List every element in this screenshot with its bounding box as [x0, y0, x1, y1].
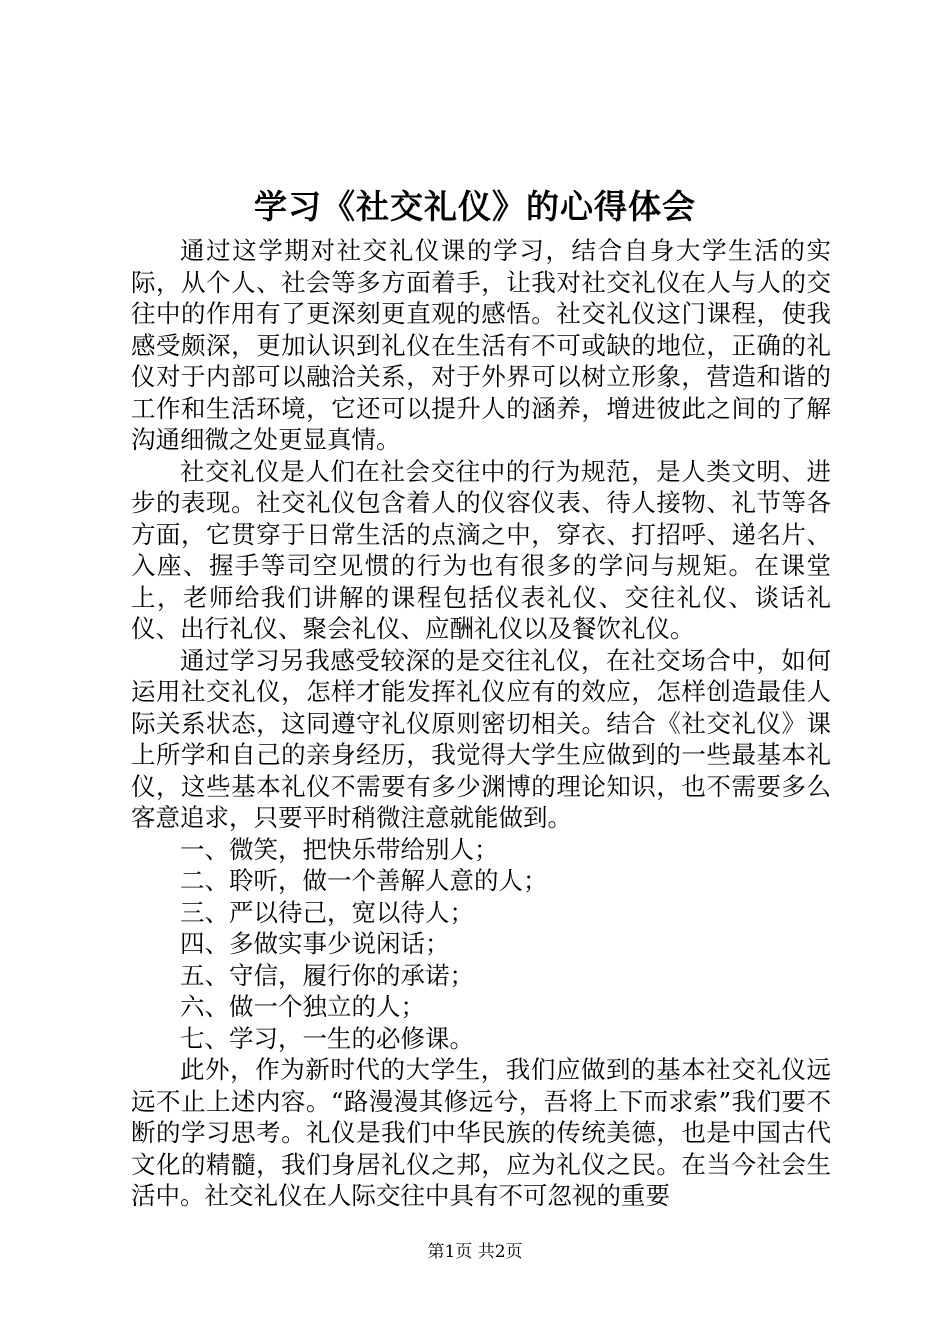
paragraph-intro: 通过这学期对社交礼仪课的学习，结合自身大学生活的实际，从个人、社会等多方面着手，让我对社交礼仪在人与人的交往中的作用有了更深刻更直观的感悟。社交礼仪这门课程，使我感受颇深，更加认识到礼仪在生活有不可或缺的地位，正确的礼仪对于内部可以融洽关系，对于外界可以树立形象，营造和谐的工作和生活环境，它还可以提升人的涵养，增进彼此之间的了解沟通细微之处更显真情。 [131, 236, 831, 454]
list-item: 一、微笑，把快乐带给别人； [180, 834, 499, 864]
list-item: 五、守信，履行你的承诺； [180, 960, 474, 990]
paragraph-communication: 通过学习另我感受较深的是交往礼仪，在社交场合中，如何运用社交礼仪，怎样才能发挥礼仪应有的效应，怎样创造最佳人际关系状态，这同遵守礼仪原则密切相关。结合《社交礼仪》课上所学和自己的亲身经历，我觉得大学生应做到的一些最基本礼仪，这些基本礼仪不需要有多少渊博的理论知识，也不需要多么客意追求，只要平时稍微注意就能做到。 [131, 645, 831, 832]
paragraph-closing: 此外，作为新时代的大学生，我们应做到的基本社交礼仪远远不止上述内容。“路漫漫其修远兮，吾将上下而求索”我们要不断的学习思考。礼仪是我们中华民族的传统美德，也是中国古代文化的精髓，我们身居礼仪之邦，应为礼仪之民。在当今社会生活中。社交礼仪在人际交往中具有不可忽视的重要 [131, 1055, 831, 1210]
list-item: 三、严以待己，宽以待人； [180, 897, 474, 927]
document-title: 学习《社交礼仪》的心得体会 [254, 187, 696, 226]
page-number-footer: 第1页 共2页 [427, 1242, 523, 1262]
document-body [131, 235, 831, 1212]
list-item: 四、多做实事少说闲话； [180, 929, 450, 958]
list-item: 七、学习，一生的必修课。 [180, 1023, 474, 1053]
list-item: 六、做一个独立的人； [180, 992, 425, 1021]
paragraph-definition: 社交礼仪是人们在社会交往中的行为规范，是人类文明、进步的表现。社交礼仪包含着人的仪容仪表、待人接物、礼节等各方面，它贯穿于日常生活的点滴之中，穿衣、打招呼、递名片、入座、握手等司空见惯的行为也有很多的学问与规矩。在课堂上，老师给我们讲解的课程包括仪表礼仪、交往礼仪、谈话礼仪、出行礼仪、聚会礼仪、应酬礼仪以及餐饮礼仪。 [131, 456, 831, 643]
list-item: 二、聆听，做一个善解人意的人； [180, 866, 548, 895]
etiquette-list [131, 834, 831, 1055]
